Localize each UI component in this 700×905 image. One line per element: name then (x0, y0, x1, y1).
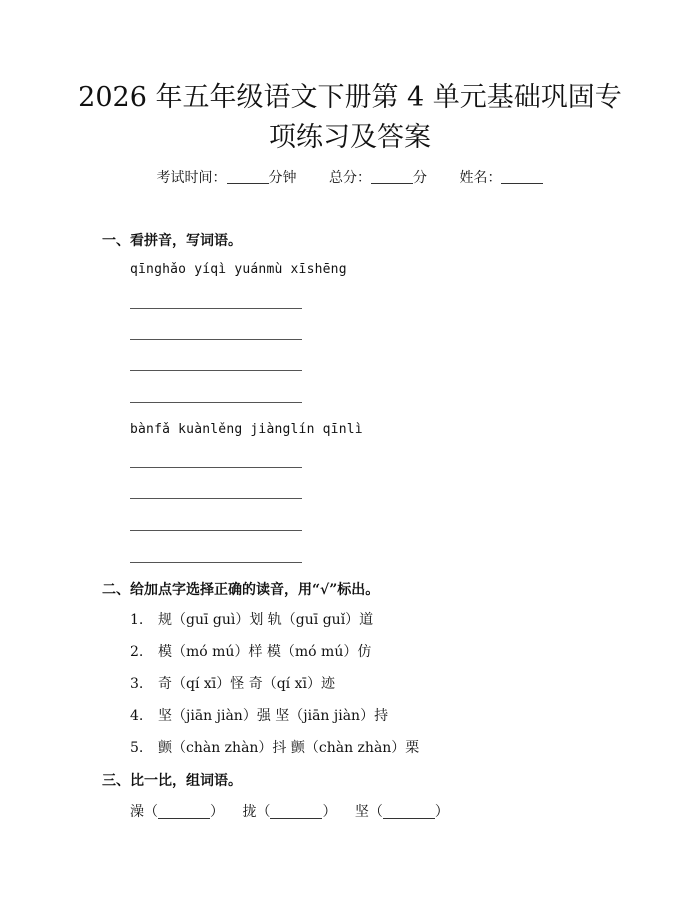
compare-group (130, 802, 224, 822)
compare-char: 坚 (354, 804, 369, 820)
answer-line[interactable] (130, 530, 302, 531)
close-paren: ） (434, 804, 449, 820)
pinyin-row1: qīnghǎo yíqì yuánmù xīshēng (130, 262, 347, 277)
score-label: 总分： (329, 170, 371, 186)
section3-heading: 三、比一比，组词语。 (102, 773, 242, 789)
compare-row (130, 802, 463, 822)
item-number: 4. (130, 708, 144, 724)
time-unit: 分钟 (268, 170, 297, 186)
item-number: 5. (130, 740, 144, 756)
exam-info (0, 168, 700, 188)
compare-char: 拢 (242, 804, 257, 820)
word-blank[interactable] (158, 804, 210, 819)
item-text: 奇（qí xī）怪 奇（qí xī）迹 (158, 676, 335, 692)
word-blank[interactable] (270, 804, 322, 819)
list-item (130, 738, 419, 758)
close-paren: ） (210, 804, 224, 820)
page-title-line1: 2026 年五年级语文下册第 4 单元基础巩固专 (78, 82, 622, 113)
section1-heading: 一、看拼音，写词语。 (102, 233, 242, 249)
name-blank[interactable] (501, 169, 543, 184)
page-title-line2: 项练习及答案 (269, 122, 431, 153)
pinyin-row2: bànfǎ kuànlěng jiànglín qīnlì (130, 422, 363, 437)
close-paren: ） (322, 804, 337, 820)
open-paren: （ (144, 804, 158, 820)
answer-line[interactable] (130, 498, 302, 499)
answer-line[interactable] (130, 339, 302, 340)
time-label: 考试时间： (156, 170, 227, 186)
list-item (130, 674, 335, 694)
open-paren: （ (256, 804, 271, 820)
list-item (130, 610, 373, 630)
compare-group (242, 802, 336, 822)
list-item (130, 706, 388, 726)
item-number: 2. (130, 644, 144, 660)
answer-line[interactable] (130, 467, 302, 468)
answer-line[interactable] (130, 370, 302, 371)
answer-line[interactable] (130, 562, 302, 563)
item-text: 颤（chàn zhàn）抖 颤（chàn zhàn）栗 (158, 740, 420, 756)
answer-line[interactable] (130, 308, 302, 309)
section2-heading: 二、给加点字选择正确的读音，用“√”标出。 (102, 582, 380, 598)
time-blank[interactable] (227, 169, 269, 184)
answer-line[interactable] (130, 402, 302, 403)
item-text: 坚（jiān jiàn）强 坚（jiān jiàn）持 (158, 708, 389, 724)
item-number: 1. (130, 612, 144, 628)
word-blank[interactable] (383, 804, 435, 819)
list-item (130, 642, 371, 662)
score-blank[interactable] (371, 169, 413, 184)
compare-group (355, 802, 449, 822)
item-text: 规（guī guì）划 轨（guī guǐ）道 (158, 612, 374, 628)
compare-char: 澡 (130, 804, 144, 820)
open-paren: （ (368, 804, 383, 820)
item-text: 模（mó mú）样 模（mó mú）仿 (158, 644, 372, 660)
score-unit: 分 (413, 170, 427, 186)
item-number: 3. (130, 676, 144, 692)
name-label: 姓名： (459, 170, 502, 186)
